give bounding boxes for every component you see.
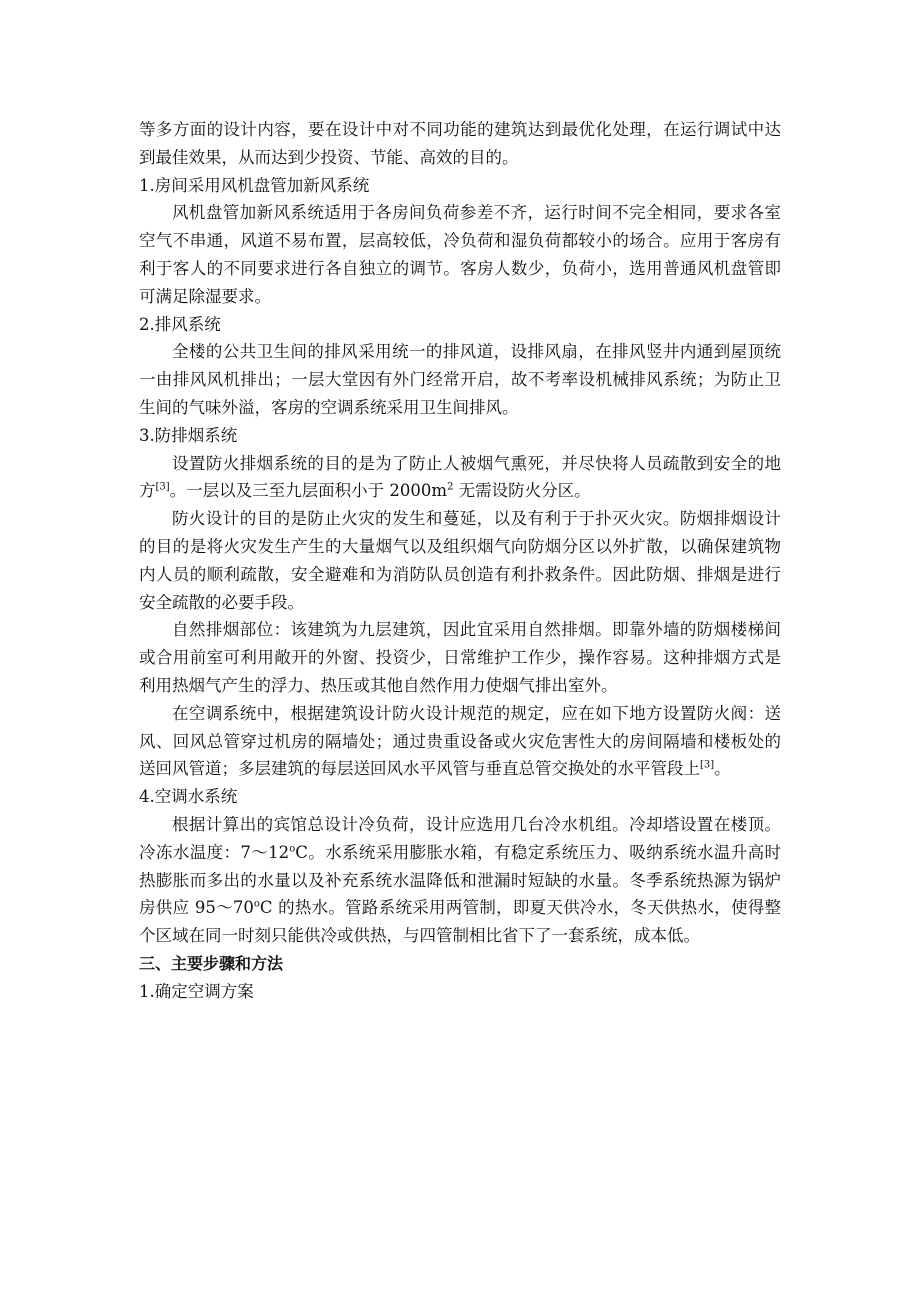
water-text-3: C 的热水。管路系统采用两管制，即夏天供冷水，冬天供热水，使得整个区域在同一时刻只能供冷或供热，与四管制相比省下了一套系统，成本低。 [139,898,781,946]
paragraph-fan-coil: 风机盘管加新风系统适用于各房间负荷参差不齐，运行时间不完全相同，要求各室空气不串通，风道不易布置，层高较低，冷负荷和湿负荷都较小的场合。应用于客房有利于客人的不同要求进行各自独立的调节。客房人数少，负荷小，选用普通风机盘管即可满足除湿要求。 [139,203,781,306]
heading-fan-coil: 1.房间采用风机盘管加新风系统 [139,175,370,195]
smoke-purpose-text: 设置防火排烟系统的目的是为了防止人被烟气熏死，并尽快将人员疏散到安全的地方 [139,453,781,501]
heading-smoke-control: 3.防排烟系统 [139,425,238,445]
paragraph-fire-design: 防火设计的目的是防止火灾的发生和蔓延，以及有利于于扑灭火灾。防烟排烟设计的目的是将火灾发生产生的大量烟气以及组织烟气向防烟分区以外扩散，以确保建筑物内人员的顺利疏散，安全避难和为消防队员创造有利扑救条件。因此防烟、排烟是进行安全疏散的必要手段。 [139,509,781,612]
citation-ref: [3] [700,759,715,771]
paragraph-fire-damper [139,700,781,783]
degree-superscript: o [289,843,296,855]
smoke-area-end: 无需设防火分区。 [453,481,591,501]
section-title-steps: 三、主要步骤和方法 [139,953,284,973]
area-unit-superscript: 2 [447,481,454,493]
heading-ac-scheme: 1.确定空调方案 [139,981,254,1001]
water-text-1: 根据计算出的宾馆总设计冷负荷，设计应选用几台冷水机组。冷却塔设置在楼顶。冷冻水温度：7～12 [139,814,781,862]
degree-superscript: o [253,898,260,910]
paragraph-natural-smoke: 自然排烟部位：该建筑为九层建筑，因此宜采用自然排烟。即靠外墙的防烟楼梯间或合用前室可利用敞开的外窗、投资少，日常维护工作少，操作容易。这种排烟方式是利用热烟气产生的浮力、热压或其他自然作用力使烟气排出室外。 [139,620,781,695]
fire-damper-end: 。 [714,759,731,779]
water-text-2: C。水系统采用膨胀水箱，有稳定系统压力、吸纳系统水温升高时热膨胀而多出的水量以及补充系统水温降低和泄漏时短缺的水量。冬季系统热源为锅炉房供应 95～70 [139,842,781,918]
document-body [139,116,781,1006]
intro-paragraph: 等多方面的设计内容，要在设计中对不同功能的建筑达到最优化处理，在运行调试中达到最佳效果，从而达到少投资、节能、高效的目的。 [139,120,781,167]
paragraph-water-system [139,811,781,950]
fire-damper-text: 在空调系统中，根据建筑设计防火设计规范的规定，应在如下地方设置防火阀：送风、回风总管穿过机房的隔墙处；通过贵重设备或火灾危害性大的房间隔墙和楼板处的送回风管道；多层建筑的每层送回风水平风管与垂直总管交换处的水平管段上 [139,703,781,779]
paragraph-exhaust: 全楼的公共卫生间的排风采用统一的排风道，设排风扇，在排风竖井内通到屋顶统一由排风风机排出；一层大堂因有外门经常开启，故不考率设机械排风系统；为防止卫生间的气味外溢，客房的空调系统采用卫生间排风。 [139,342,781,417]
smoke-area-text: 。一层以及三至九层面积小于 2000m [169,481,448,501]
paragraph-smoke-purpose [139,450,781,506]
heading-exhaust: 2.排风系统 [139,314,221,334]
heading-water-system: 4.空调水系统 [139,787,238,807]
citation-ref: [3] [155,481,170,493]
